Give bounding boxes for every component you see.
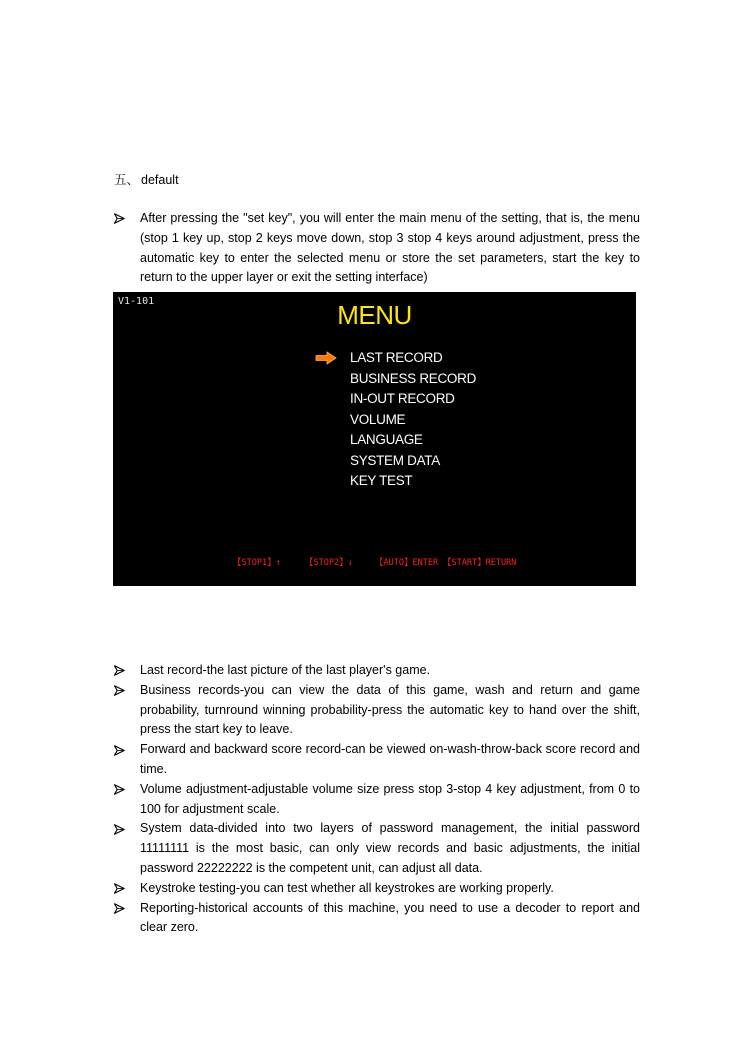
menu-title: MENU [337, 300, 412, 330]
menu-item-in-out-record[interactable]: IN-OUT RECORD [350, 391, 455, 406]
hint-auto: 【AUTO】ENTER [375, 558, 439, 568]
details-list [114, 661, 640, 938]
list-item-text: Last record-the last picture of the last player's game. [140, 663, 431, 677]
arrowhead-bullet-icon [114, 661, 128, 681]
arrowhead-bullet-icon [114, 681, 128, 701]
list-item [114, 899, 640, 939]
list-item [114, 209, 640, 288]
list-item-text: System data-divided into two layers of password management, the initial password 11111111 is the most basic, can only view records and basic adjustments, the initial password 22222222 is the competent unit, can adjust all data. [140, 821, 640, 875]
list-item [114, 780, 640, 820]
arrowhead-bullet-icon [114, 879, 128, 899]
list-item-text: After pressing the "set key", you will enter the main menu of the setting, that is, the menu (stop 1 key up, stop 2 keys move down, stop 3 stop 4 keys around adjustment, press the automatic key to enter the selected menu or store the set parameters, start the key to return to the upper layer or exit the setting interface) [140, 211, 640, 285]
menu-list [350, 348, 476, 492]
list-item-text: Reporting-historical accounts of this machine, you need to use a decoder to report and clear zero. [140, 900, 640, 935]
list-item [114, 819, 640, 878]
section-title: default [141, 173, 179, 187]
key-hint-bar [113, 556, 636, 568]
list-item [114, 879, 640, 899]
right-arrow-icon [315, 351, 337, 365]
menu-item-business-record[interactable]: BUSINESS RECORD [350, 370, 477, 386]
section-heading [114, 172, 179, 188]
version-label: V1-101 [118, 296, 155, 307]
arrowhead-bullet-icon [114, 819, 128, 839]
arrowhead-bullet-icon [114, 740, 128, 760]
menu-item-language[interactable]: LANGUAGE [350, 432, 423, 447]
menu-item-system-data[interactable]: SYSTEM DATA [350, 452, 440, 468]
list-item-text: Keystroke testing-you can test whether all keystrokes are working properly. [140, 880, 554, 895]
arrowhead-bullet-icon [114, 899, 128, 919]
section-separator: 、 [126, 173, 140, 187]
hint-stop2: 【STOP2】↓ [305, 558, 353, 568]
list-item-text: Forward and backward score record-can be viewed on-wash-throw-back score record and time. [140, 742, 640, 776]
intro-list [114, 209, 640, 288]
hint-stop1: 【STOP1】↑ [233, 558, 281, 568]
list-item [114, 661, 640, 681]
menu-item-volume[interactable]: VOLUME [350, 411, 406, 427]
menu-screenshot [113, 292, 636, 586]
arrowhead-bullet-icon [114, 780, 128, 800]
list-item [114, 681, 640, 740]
hint-start: 【START】RETURN [443, 558, 517, 568]
list-item-text: Volume adjustment-adjustable volume size press stop 3-stop 4 key adjustment, from 0 to 100 for adjustment scale. [140, 781, 640, 816]
section-number: 五 [114, 173, 127, 187]
menu-item-key-test[interactable]: KEY TEST [350, 473, 413, 488]
menu-item-last-record[interactable]: LAST RECORD [350, 350, 443, 365]
list-item-text: Business records-you can view the data of this game, wash and return and game probability, turnround winning probability-press the automatic key to hand over the shift, press the start key to leave. [140, 682, 640, 737]
list-item [114, 740, 640, 780]
arrowhead-bullet-icon [114, 209, 128, 229]
